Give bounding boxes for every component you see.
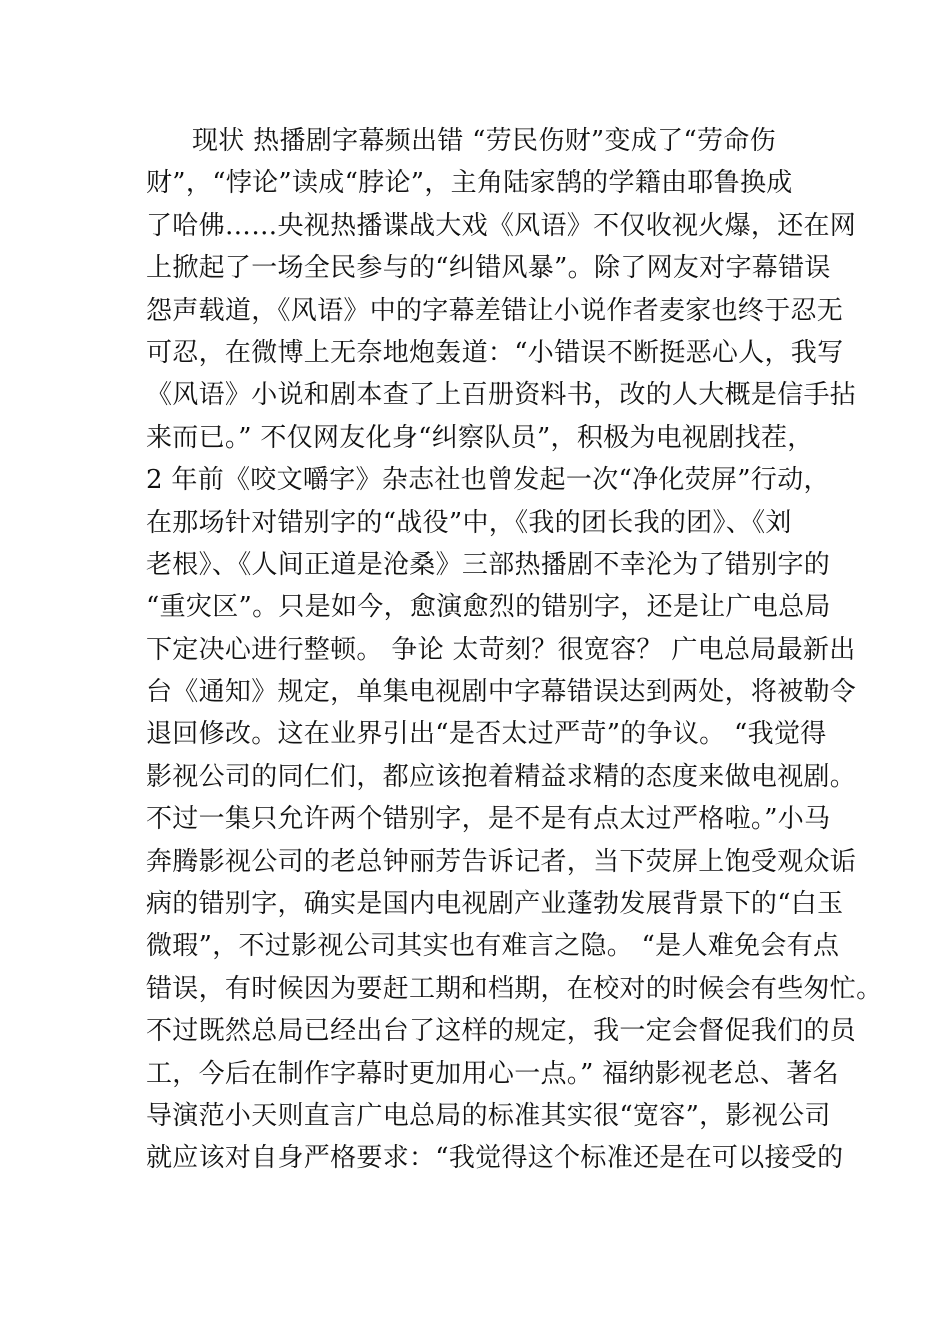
text-line: 可忍，在微博上无奈地炮轰道：“小错误不断挺恶心人，我写: [146, 337, 844, 368]
text-line: “重灾区”。只是如今，愈演愈烈的错别字，还是让广电总局: [146, 592, 831, 623]
text-line: 来而已。” 不仅网友化身“纠察队员”，积极为电视剧找茬，: [146, 422, 814, 453]
article-body: [146, 120, 883, 1180]
text-line: 影视公司的同仁们，都应该抱着精益求精的态度来做电视剧。: [146, 761, 857, 792]
text-line: 现状 热播剧字幕频出错 “劳民伤财”变成了“劳命伤: [192, 126, 776, 156]
text-line: 了哈佛……央视热播谍战大戏《风语》不仅收视火爆，还在网: [146, 210, 857, 241]
text-line: 就应该对自身严格要求：“我觉得这个标准还是在可以接受的: [146, 1143, 844, 1174]
text-line: 不过一集只允许两个错别字，是不是有点太过严格啦。”小马: [146, 804, 831, 835]
text-line: 微瑕”，不过影视公司其实也有难言之隐。 “是人难免会有点: [146, 931, 840, 962]
text-line: 导演范小天则直言广电总局的标准其实很“宽容”，影视公司: [146, 1100, 831, 1131]
text-line: 《风语》小说和剧本查了上百册资料书，改的人大概是信手拈: [146, 380, 857, 411]
text-line: 上掀起了一场全民参与的“纠错风暴”。除了网友对字幕错误: [146, 253, 831, 284]
text-line: 退回修改。这在业界引出“是否太过严苛”的争议。 “我觉得: [146, 719, 827, 750]
text-line: 病的错别字，确实是国内电视剧产业蓬勃发展背景下的“白玉: [146, 889, 844, 920]
text-line: 在那场针对错别字的“战役”中，《我的团长我的团》、《刘: [146, 507, 792, 538]
text-line: 奔腾影视公司的老总钟丽芳告诉记者，当下荧屏上饱受观众诟: [146, 846, 857, 877]
text-line: 台《通知》规定，单集电视剧中字幕错误达到两处，将被勒令: [146, 677, 857, 708]
text-line: 2 年前《咬文嚼字》杂志社也曾发起一次“净化荧屏”行动，: [146, 465, 830, 496]
text-line: 财”，“悖论”读成“脖论”，主角陆家鹄的学籍由耶鲁换成: [146, 168, 793, 199]
text-line: 错误，有时候因为要赶工期和档期，在校对的时候会有些匆忙。: [146, 973, 883, 1004]
text-line: 老根》、《人间正道是沧桑》三部热播剧不幸沦为了错别字的: [146, 549, 831, 580]
text-line: 下定决心进行整顿。 争论 太苛刻？很宽容？ 广电总局最新出: [146, 634, 856, 665]
text-line: 工，今后在制作字幕时更加用心一点。” 福纳影视老总、著名: [146, 1058, 839, 1089]
text-line: 不过既然总局已经出台了这样的规定，我一定会督促我们的员: [146, 1016, 857, 1047]
text-line: 怨声载道，《风语》中的字幕差错让小说作者麦家也终于忍无: [146, 295, 844, 326]
